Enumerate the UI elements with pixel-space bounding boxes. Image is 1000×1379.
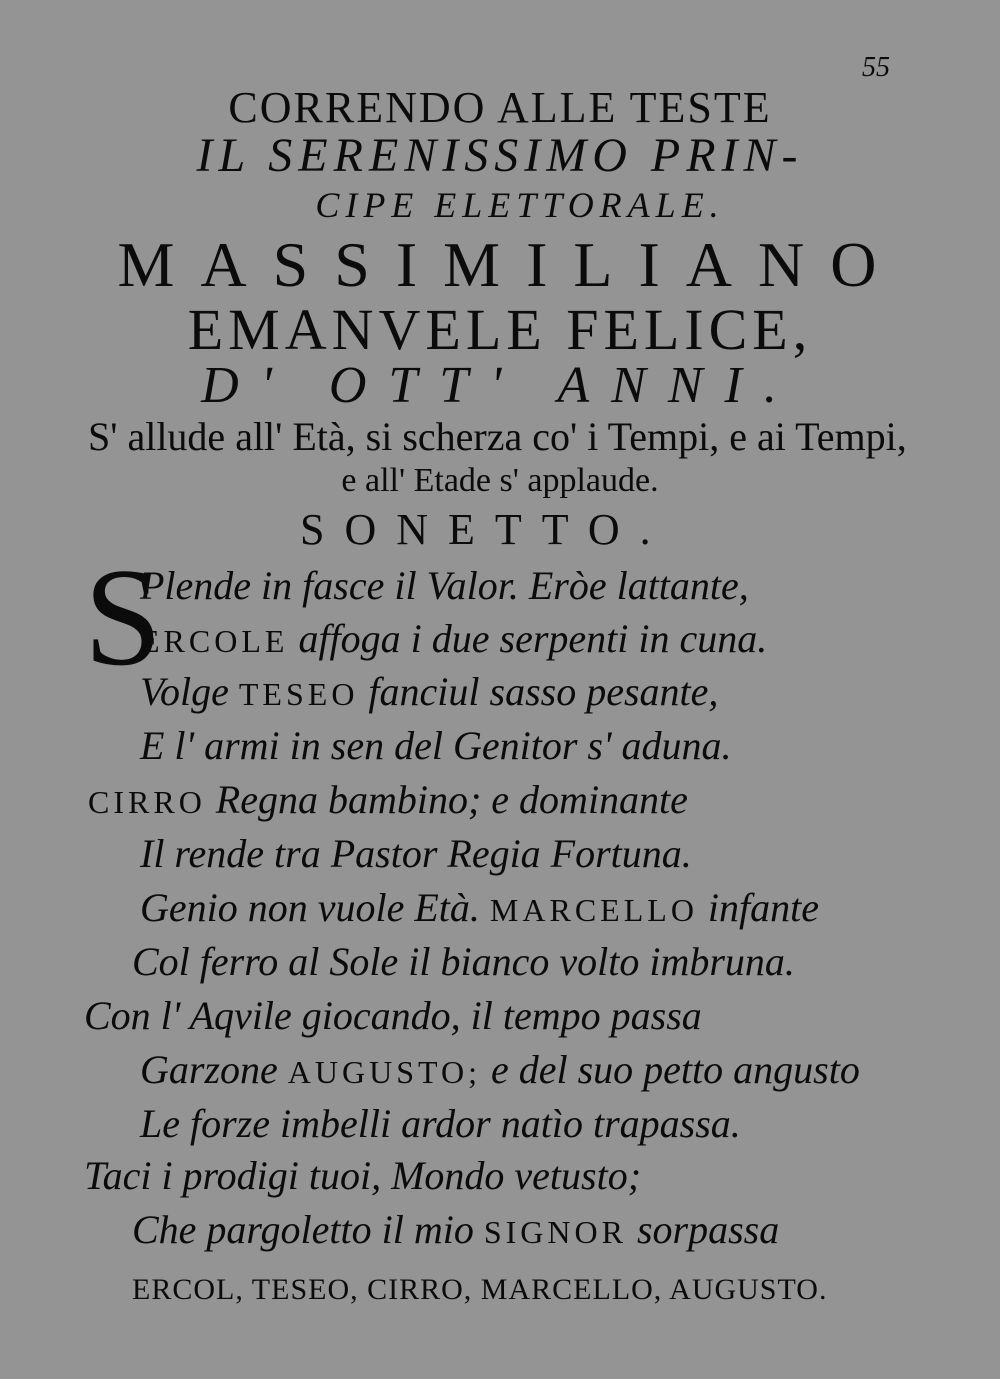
verse-text: Volge <box>140 669 229 714</box>
verse-line <box>132 938 795 985</box>
heading-name: MASSIMILIANO <box>117 229 903 300</box>
verse-name: CIRRO <box>88 784 206 820</box>
verse-line <box>140 722 732 769</box>
verse-text: fanciul sasso pesante, <box>368 669 719 714</box>
verse-text: e del suo petto angusto <box>490 1047 860 1092</box>
argument-line-2: e all' Etade s' applaude. <box>341 462 659 499</box>
page-number: 55 <box>862 52 890 83</box>
verse-text: Genio non vuole Età. <box>140 885 480 930</box>
verse-text: Le forze imbelli ardor natìo trapassa. <box>140 1101 741 1146</box>
verse-text: Taci i prodigi tuoi, Mondo vetusto; <box>84 1153 642 1198</box>
verse-text: Che pargoletto il mio <box>132 1207 474 1252</box>
verse-line <box>140 1100 741 1147</box>
verse-text: Garzone <box>140 1047 278 1092</box>
verse-line <box>140 830 692 877</box>
heading-name-2: EMANVELE FELICE, <box>187 297 813 362</box>
verse-line <box>132 1262 827 1309</box>
verse-text: infante <box>707 885 820 930</box>
heading-age: D' OTT' ANNI. <box>201 357 799 414</box>
verse-name: TESEO <box>238 676 359 712</box>
verse-text: E l' armi in sen del Genitor s' aduna. <box>140 723 732 768</box>
verse-line <box>88 776 688 823</box>
verse-line <box>140 1046 860 1093</box>
verse-line <box>132 1206 779 1253</box>
argument-line-1: S' allude all' Età, si scherza co' i Tempi, e ai Tempi, <box>88 414 907 459</box>
verse-line <box>140 615 767 662</box>
verse-text: affoga i due serpenti in cuna. <box>298 616 768 661</box>
verse-name: SIGNOR <box>483 1214 627 1250</box>
verse-text: Il rende tra Pastor Regia Fortuna. <box>140 831 692 876</box>
verse-name: MARCELLO <box>489 892 698 928</box>
verse-text: Regna bambino; e dominante <box>215 777 688 822</box>
verse-line <box>140 884 819 931</box>
verse-line <box>140 668 718 715</box>
verse-text: Col ferro al Sole il bianco volto imbruna. <box>132 939 795 984</box>
verse-name: ERCOL, TESEO, CIRRO, MARCELLO, AUGUSTO. <box>132 1273 828 1306</box>
heading-line-1: CORRENDO ALLE TESTE <box>228 83 772 132</box>
verse-name: AUGUSTO; <box>287 1054 481 1090</box>
verse-line <box>84 1152 641 1199</box>
verse-line <box>84 992 702 1039</box>
verse-text: Con l' Aqvile giocando, il tempo passa <box>84 993 702 1038</box>
heading-line-2: IL SERENISSIMO PRIN- <box>196 129 804 182</box>
heading-line-3: CIPE ELETTORALE. <box>315 185 725 225</box>
drop-cap-letter: S <box>84 540 162 695</box>
verse-name: ERCOLE <box>140 623 289 659</box>
sonnet-title: SONETTO. <box>300 505 671 554</box>
verse-text: sorpassa <box>636 1207 780 1252</box>
verse-text: Plende in fasce il Valor. Eròe lattante, <box>140 563 749 608</box>
verse-line <box>140 562 749 609</box>
